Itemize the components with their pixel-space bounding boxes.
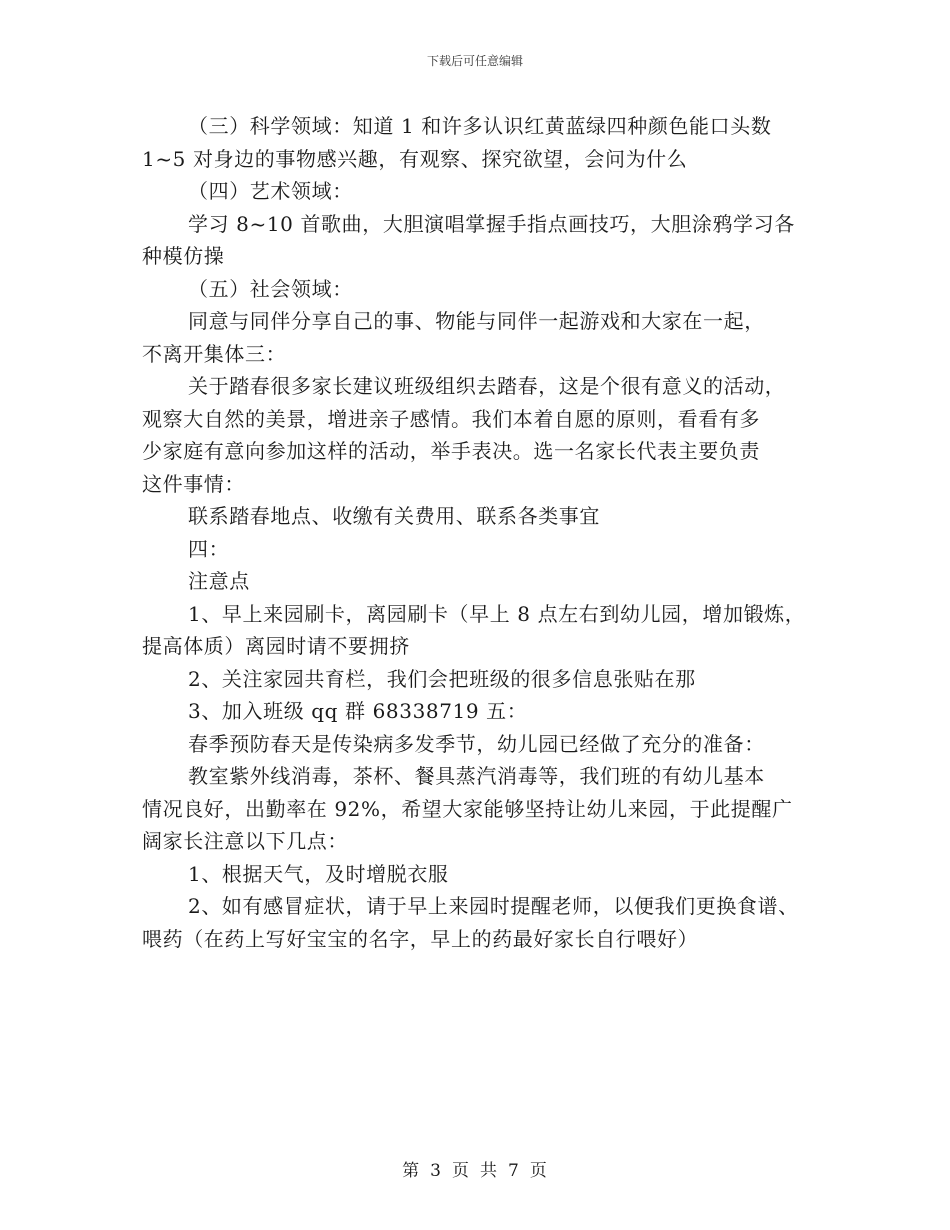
document-body <box>142 110 822 955</box>
text-line: 四： <box>188 536 230 561</box>
text-line: 同意与同伴分享自己的事、物能与同伴一起游戏和大家在一起， <box>188 309 765 333</box>
text-line: （四）艺术领域： <box>188 179 353 203</box>
text-line: 1、早上来园刷卡，离园刷卡（早上 8 点左右到幼儿园，增加锻炼， <box>188 601 806 626</box>
text-line: 阔家长注意以下几点： <box>142 829 348 853</box>
footer-total-word: 共 <box>480 1161 498 1181</box>
text-line: 喂药（在药上写好宝宝的名字，早上的药最好家长自行喂好） <box>142 926 699 951</box>
text-line: 2、关注家园共育栏，我们会把班级的很多信息张贴在那 <box>188 666 696 691</box>
text-line: 情况良好，出勤率在 92%，希望大家能够坚持让幼儿来园，于此提醒广 <box>142 796 793 821</box>
text-line: 2、如有感冒症状，请于早上来园时提醒老师，以便我们更换食谱、 <box>188 894 799 918</box>
text-line: 种模仿操 <box>142 244 225 268</box>
text-line: 3、加入班级 qq 群 68338719 五： <box>188 699 528 723</box>
text-line: 不离开集体三： <box>142 341 287 366</box>
text-line: 注意点 <box>188 569 250 593</box>
text-line: 春季预防春天是传染病多发季节，幼儿园已经做了充分的准备： <box>188 731 765 756</box>
text-line: 学习 8~10 首歌曲，大胆演唱掌握手指点画技巧，大胆涂鸦学习各 <box>188 211 795 236</box>
text-line: 联系踏春地点、收缴有关费用、联系各类事宜 <box>188 504 600 528</box>
text-line: 关于踏春很多家长建议班级组织去踏春，这是个很有意义的活动， <box>188 374 786 398</box>
footer-prefix: 第 <box>402 1161 421 1181</box>
page-number-total: 7 <box>508 1161 520 1181</box>
page-header: 下载后可任意编辑 <box>426 54 523 68</box>
text-line: （三）科学领域：知道 1 和许多认识红黄蓝绿四种颜色能口头数 <box>188 114 772 138</box>
text-line: 少家庭有意向参加这样的活动，举手表决。选一名家长代表主要负责 <box>142 439 760 463</box>
text-line: 教室紫外线消毒，茶杯、餐具蒸汽消毒等，我们班的有幼儿基本 <box>188 764 765 788</box>
text-line: 1、根据天气，及时增脱衣服 <box>188 861 449 886</box>
footer-suffix: 页 <box>529 1161 548 1181</box>
text-line: 提高体质）离园时请不要拥挤 <box>142 634 410 658</box>
footer-page-word: 页 <box>452 1161 470 1181</box>
page-number-current: 3 <box>430 1161 442 1181</box>
text-line: 观察大自然的美景，增进亲子感情。我们本着自愿的原则，看看有多 <box>142 406 760 431</box>
text-line: （五）社会领域： <box>188 276 353 301</box>
text-line: 1~5 对身边的事物感兴趣，有观察、探究欲望，会问为什么 <box>142 146 688 171</box>
text-line: 这件事情： <box>142 471 245 496</box>
page-footer <box>0 1156 950 1181</box>
